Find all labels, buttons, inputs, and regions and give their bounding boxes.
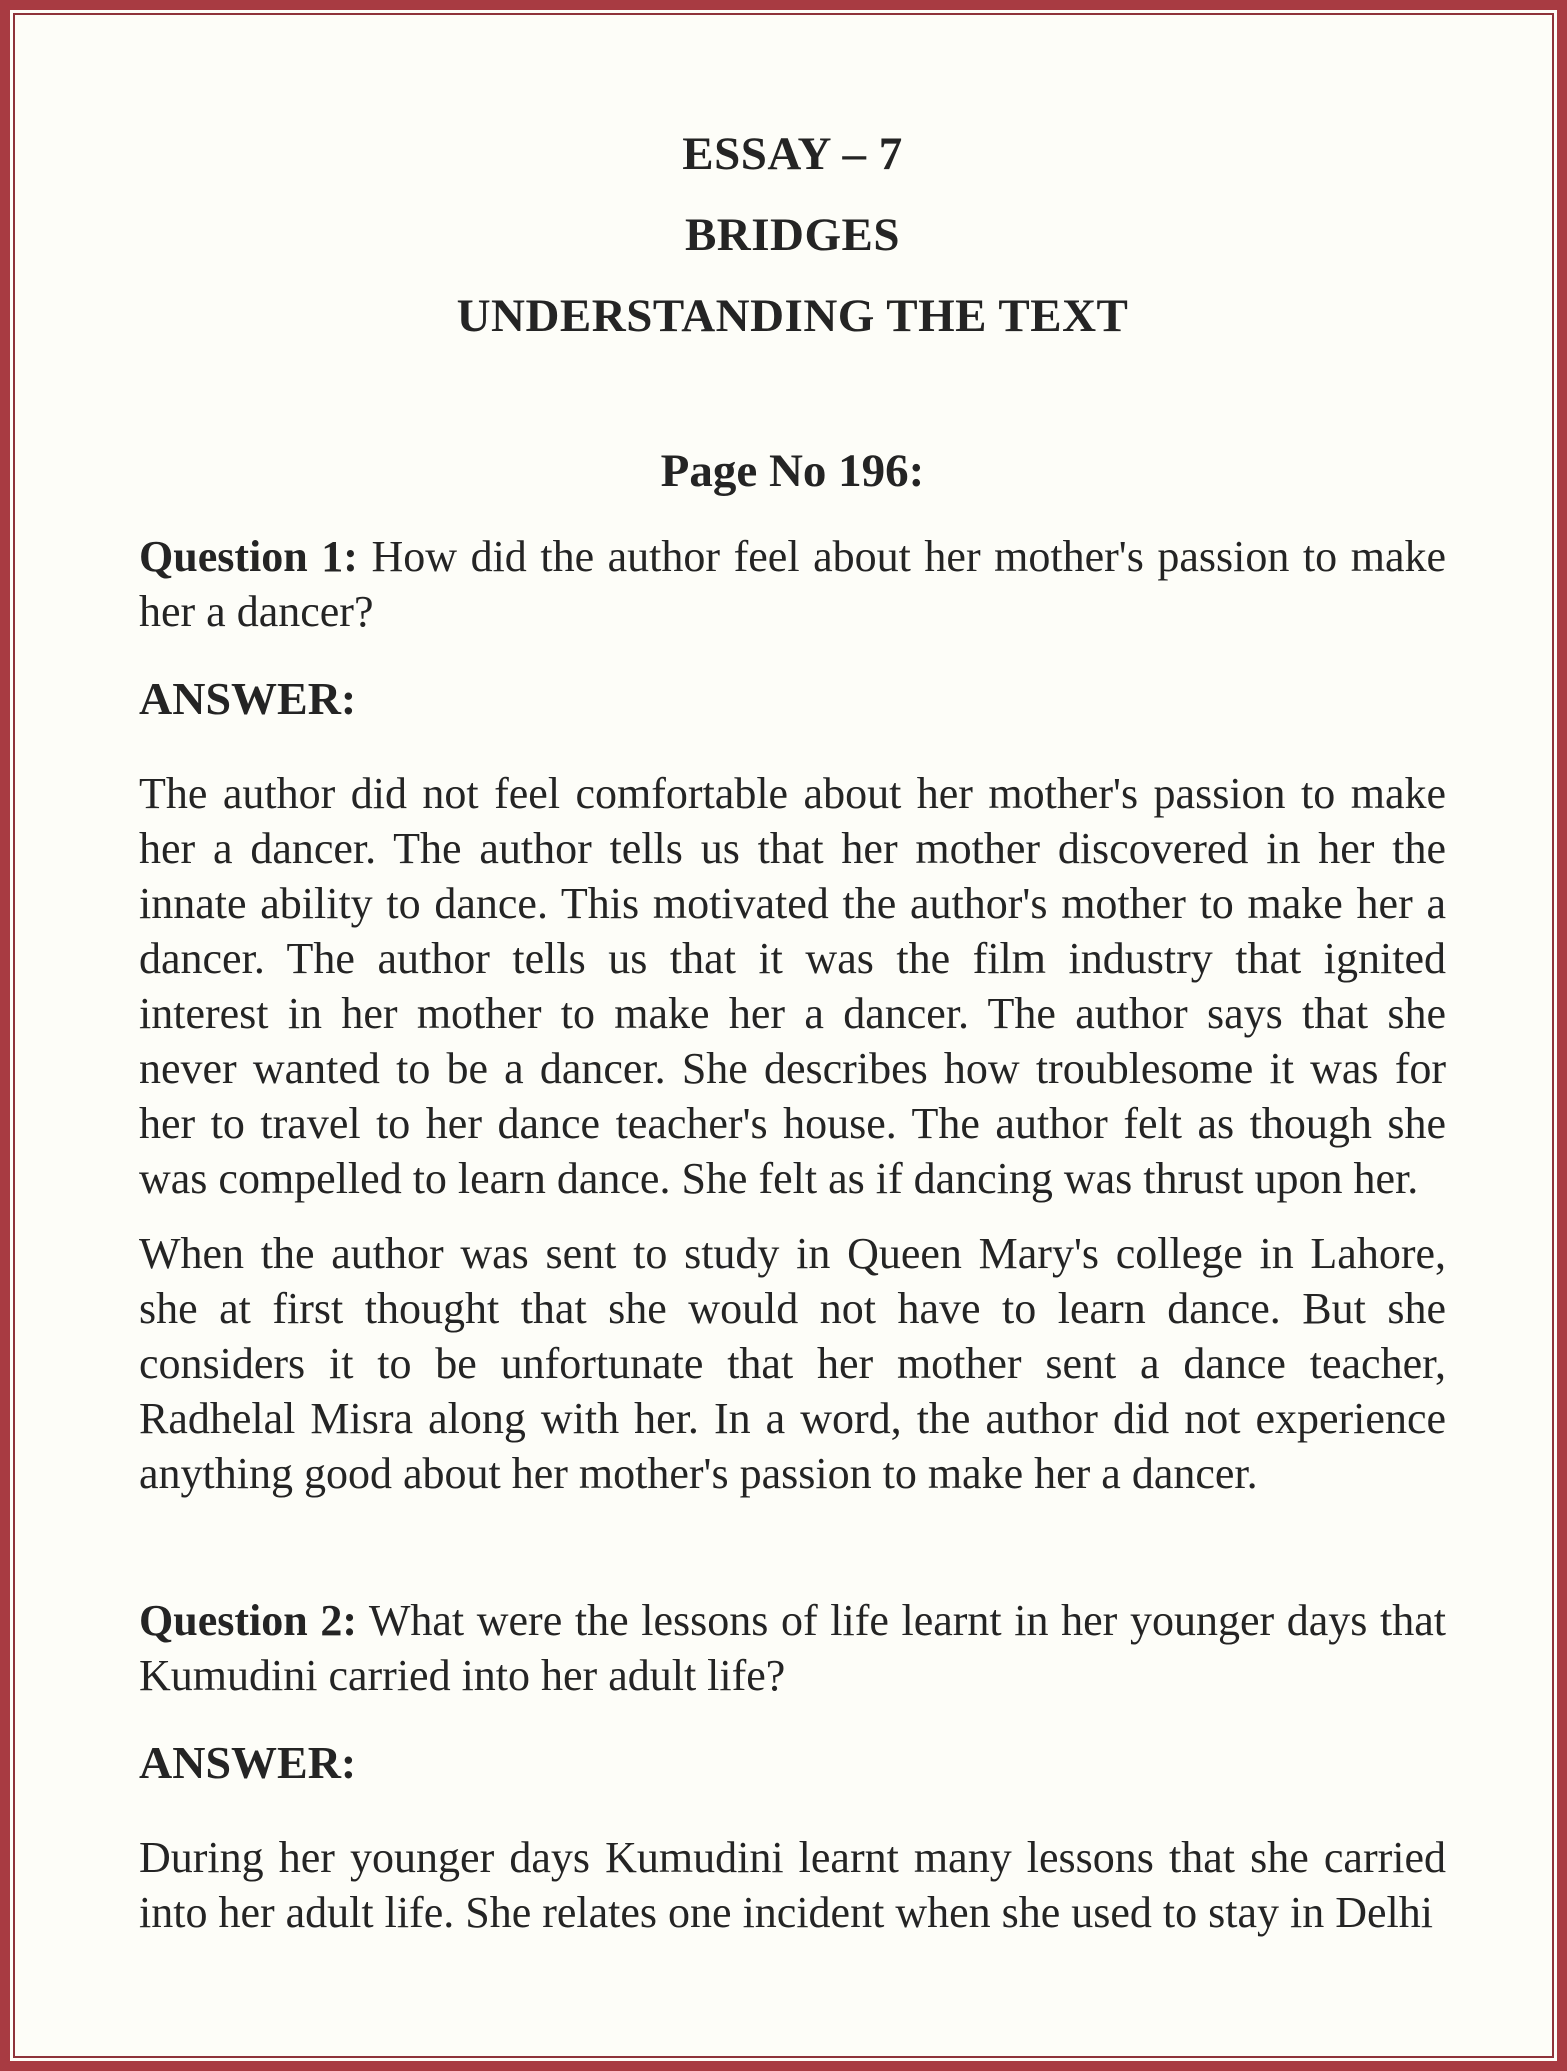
page-reference: Page No 196: (660, 445, 925, 497)
qa-block-2 (139, 1593, 1446, 1940)
document-content (15, 15, 1552, 2056)
question-2 (139, 1593, 1446, 1703)
answer-1-paragraph-1: The author did not feel comfortable about her mother's passion to make her a dancer. The author tells us that her mother discovered in her the innate ability to dance. This motivated the author's mother to make her a dancer. The author tells us that it was the film industry that ignited interest in her mother to make her a dancer. The author says that she never wanted to be a dancer. She describes how troublesome it was for her to travel to her dance teacher's house. The author felt as though she was compelled to learn dance. She felt as if dancing was thrust upon her. (139, 769, 1446, 1203)
answer-1-paragraph-2: When the author was sent to study in Queen Mary's college in Lahore, she at first thought that she would not have to learn dance. But she considers it to be unfortunate that her mother sent a dance teacher, Radhelal Misra along with her. In a word, the author did not experience anything good about her mother's passion to make her a dancer. (139, 1229, 1446, 1498)
inner-border-frame (13, 13, 1554, 2058)
question-2-text: What were the lessons of life learnt in her younger days that Kumudini carried into her adult life? (139, 1596, 1446, 1700)
question-1-label: Question 1: (139, 532, 358, 581)
question-1-text: How did the author feel about her mother's passion to make her a dancer? (139, 532, 1446, 636)
question-2-label: Question 2: (139, 1596, 357, 1645)
qa-block-1 (139, 529, 1446, 1501)
answer-2-paragraph-1: During her younger days Kumudini learnt many lessons that she carried into her adult life. She relates one incident when she used to stay in Delhi (139, 1833, 1446, 1937)
essay-subtitle: BRIDGES (684, 209, 901, 261)
answer-2-label: ANSWER: (139, 1737, 357, 1788)
section-heading: UNDERSTANDING THE TEXT (456, 290, 1129, 342)
answer-1-label: ANSWER: (139, 673, 357, 724)
essay-title: ESSAY – 7 (682, 128, 903, 180)
question-1 (139, 529, 1446, 639)
